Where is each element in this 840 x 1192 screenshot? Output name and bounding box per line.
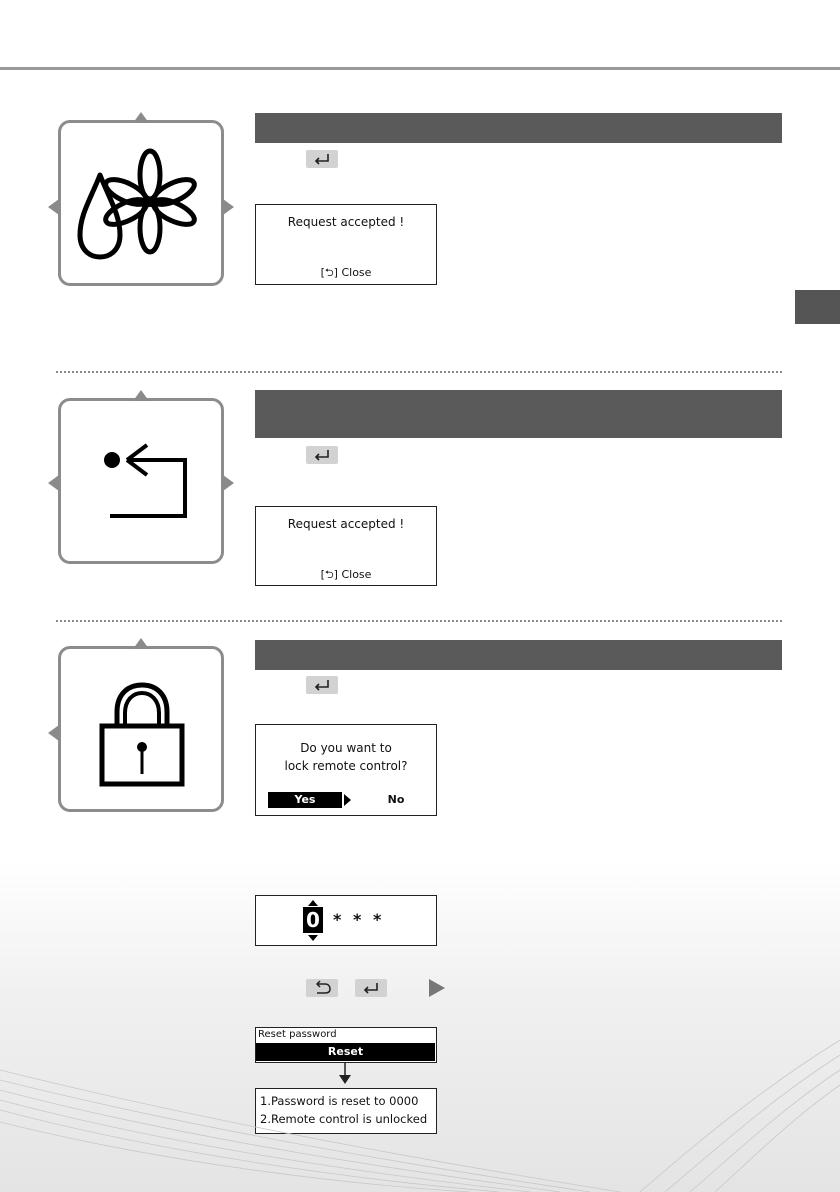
password-digit[interactable]: 0: [303, 907, 323, 933]
section-header-bar: [255, 390, 782, 438]
enter-key-icon: [306, 676, 338, 694]
result-line-1: 1.Password is reset to 0000: [260, 1094, 419, 1108]
masked-digit: *: [353, 910, 362, 929]
section-divider: [56, 371, 782, 373]
return-arrow-icon: [90, 430, 200, 530]
yes-option[interactable]: Yes: [268, 792, 342, 808]
request-dialog: [255, 204, 437, 285]
close-label: Close: [341, 266, 372, 279]
nav-up-icon: [133, 390, 149, 401]
nav-right-icon: [223, 199, 234, 215]
nav-left-icon: [48, 199, 59, 215]
back-bracket-icon: [⮌]: [320, 266, 338, 279]
padlock-icon: [96, 680, 188, 790]
lock-confirm-dialog: [255, 724, 437, 816]
close-label: Close: [341, 568, 372, 581]
enter-key-icon: [306, 150, 338, 168]
request-dialog: [255, 506, 437, 586]
dry-fan-icon: [70, 140, 210, 270]
reset-button[interactable]: Reset: [256, 1043, 435, 1061]
confirm-line-1: Do you want to: [300, 741, 392, 755]
nav-up-icon: [133, 112, 149, 123]
back-key-icon: [306, 979, 338, 997]
enter-key-icon: [355, 979, 387, 997]
selector-arrow-icon: [344, 794, 351, 806]
back-bracket-icon: [⮌]: [320, 568, 338, 581]
close-hint: [256, 264, 436, 283]
masked-digit: *: [333, 910, 342, 929]
nav-left-icon: [48, 725, 59, 741]
nav-up-icon: [133, 638, 149, 649]
nav-left-icon: [48, 475, 59, 491]
right-arrow-icon: [429, 979, 445, 997]
section-divider: [56, 620, 782, 622]
chapter-tab: [795, 290, 840, 324]
confirm-line-2: lock remote control?: [284, 759, 408, 773]
reset-title: Reset password: [258, 1029, 337, 1040]
dialog-message: Request accepted !: [287, 517, 405, 531]
dialog-message: Request accepted !: [287, 215, 405, 229]
result-line-2: 2.Remote control is unlocked: [260, 1112, 428, 1126]
section-header-bar: [255, 113, 782, 143]
top-rule: [0, 67, 840, 70]
section-header-bar: [255, 640, 782, 670]
masked-digit: *: [373, 910, 382, 929]
nav-right-icon: [223, 475, 234, 491]
password-entry-dialog: [255, 895, 437, 946]
digit-up-icon: [308, 900, 318, 906]
digit-down-icon: [308, 935, 318, 941]
decorative-curves: [0, 1000, 840, 1192]
close-hint: [256, 566, 436, 585]
no-option[interactable]: No: [387, 793, 405, 806]
enter-key-icon: [306, 446, 338, 464]
